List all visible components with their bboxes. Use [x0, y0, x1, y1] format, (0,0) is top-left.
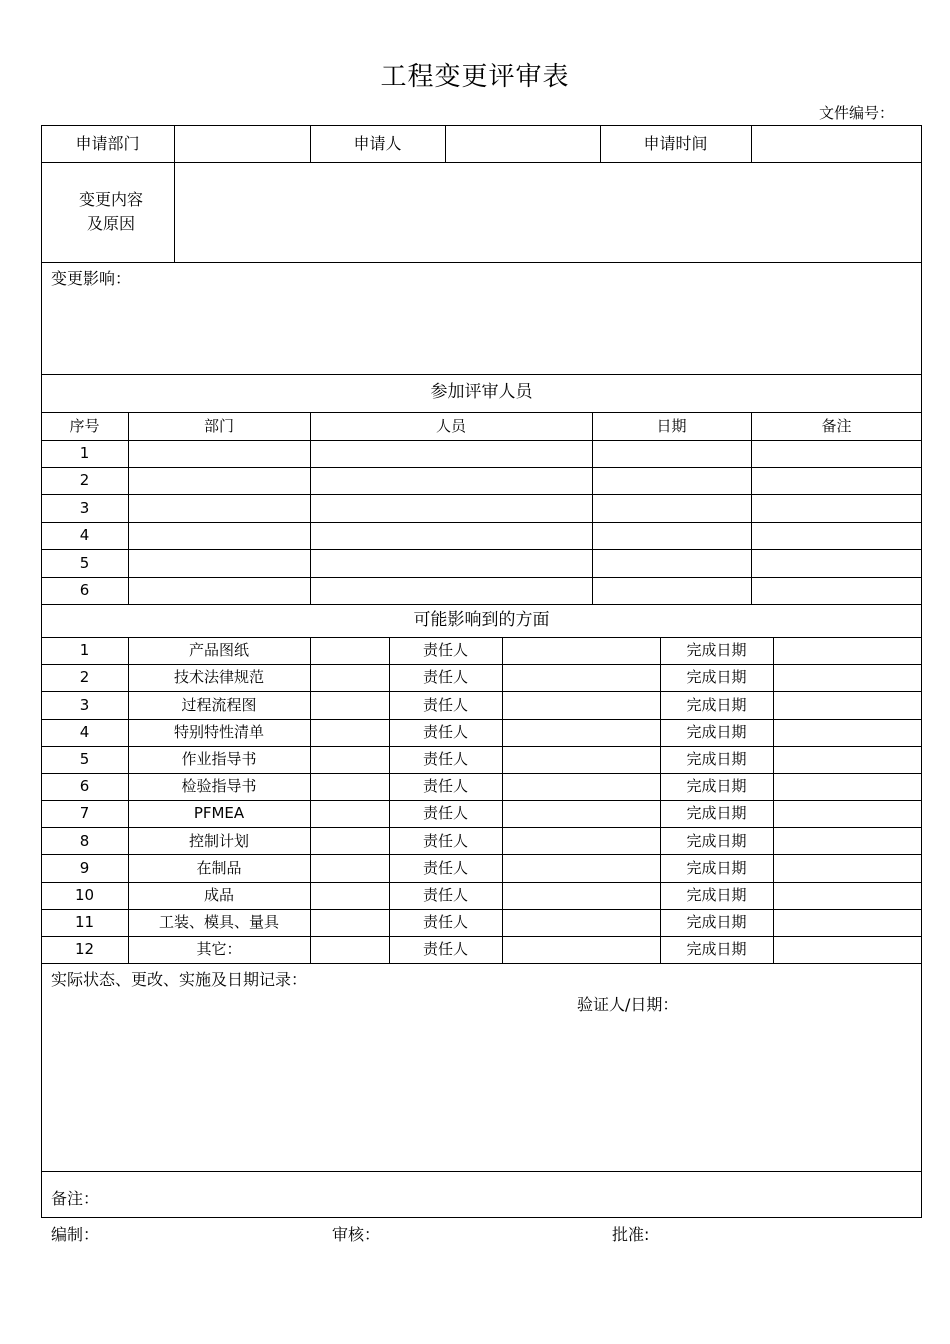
aspect-row-due-field[interactable]: [773, 936, 922, 963]
aspect-row-name: 技术法律规范: [173, 668, 264, 687]
aspect-row-no: 11: [74, 913, 95, 932]
aspect-row-owner-label: 责任人: [422, 668, 468, 687]
aspect-row-owner-label: 责任人: [422, 777, 468, 796]
aspect-row-due-label: 完成日期: [686, 940, 747, 959]
aspect-row-due-field[interactable]: [773, 719, 922, 746]
aspect-row-due-label: 完成日期: [686, 777, 747, 796]
aspect-row-owner-field[interactable]: [502, 664, 660, 691]
aspect-row-no: 7: [79, 804, 90, 823]
aspect-row-owner-field[interactable]: [502, 854, 660, 881]
aspect-row-owner-field[interactable]: [502, 936, 660, 963]
aspect-row-due-label: 完成日期: [686, 695, 747, 714]
reviewer-row-no: 3: [79, 498, 90, 517]
aspect-row-no: 4: [79, 722, 90, 741]
aspect-row-check[interactable]: [310, 691, 389, 718]
aspect-row-owner-label: 责任人: [422, 940, 468, 959]
aspect-row-due-label: 完成日期: [686, 804, 747, 823]
reviewers-col-date: 日期: [656, 416, 687, 435]
application-time-field[interactable]: [751, 125, 922, 162]
reviewers-section-title: 参加评审人员: [430, 382, 533, 403]
aspect-row-owner-label: 责任人: [422, 750, 468, 768]
aspect-row-owner-field[interactable]: [502, 909, 660, 936]
aspect-row-due-field[interactable]: [773, 882, 922, 909]
reviewer-row-no: 5: [79, 553, 90, 572]
remarks-label: 备注：: [51, 1189, 100, 1208]
reviewer-row-no: 6: [79, 581, 90, 600]
form-title: 工程变更评审表: [380, 62, 570, 92]
change-impact-label: 变更影响：: [51, 269, 132, 288]
aspect-row-name: 过程流程图: [181, 695, 257, 714]
aspect-row-no: 12: [74, 940, 95, 959]
aspect-row-due-label: 完成日期: [686, 722, 747, 741]
aspect-row-owner-field[interactable]: [502, 719, 660, 746]
approved-by-label: 批准:: [612, 1225, 650, 1244]
aspect-row-check[interactable]: [310, 827, 389, 854]
reviewed-by-label: 审核：: [332, 1225, 381, 1244]
document-number-label: 文件编号：: [818, 104, 894, 122]
aspect-row-name: 工装、模具、量具: [158, 913, 279, 932]
aspect-row-no: 9: [79, 858, 90, 877]
change-content-field[interactable]: [174, 162, 922, 262]
aspect-row-no: 1: [79, 641, 90, 660]
aspect-row-owner-label: 责任人: [422, 722, 468, 741]
aspect-row-due-label: 完成日期: [686, 668, 747, 687]
applicant-field[interactable]: [445, 125, 600, 162]
aspect-row-name: 作业指导书: [181, 750, 257, 768]
aspect-row-name: 其它：: [196, 940, 242, 959]
aspect-row-due-field[interactable]: [773, 637, 922, 664]
reviewer-row-no: 2: [79, 471, 90, 490]
aspect-row-owner-field[interactable]: [502, 882, 660, 909]
aspect-row-check[interactable]: [310, 936, 389, 963]
aspect-row-check[interactable]: [310, 637, 389, 664]
aspect-row-check[interactable]: [310, 800, 389, 827]
aspect-row-check[interactable]: [310, 746, 389, 773]
aspect-row-due-field[interactable]: [773, 664, 922, 691]
aspects-section-title: 可能影响到的方面: [413, 609, 550, 630]
aspect-row-no: 8: [79, 831, 90, 850]
aspect-row-due-label: 完成日期: [686, 885, 747, 904]
aspect-row-name: 特别特性清单: [173, 722, 264, 741]
reviewers-col-no: 序号: [69, 416, 100, 435]
aspect-row-due-label: 完成日期: [686, 750, 747, 768]
aspect-row-owner-label: 责任人: [422, 695, 468, 714]
applicant-dept-field[interactable]: [174, 125, 310, 162]
record-label: 实际状态、更改、实施及日期记录：: [51, 970, 308, 989]
aspect-row-name: 产品图纸: [188, 641, 249, 660]
aspect-row-check[interactable]: [310, 773, 389, 800]
reviewers-col-person: 人员: [435, 416, 466, 435]
aspect-row-no: 3: [79, 695, 90, 714]
aspect-row-owner-field[interactable]: [502, 637, 660, 664]
applicant-dept-label: 申请部门: [75, 133, 140, 153]
aspect-row-owner-field[interactable]: [502, 691, 660, 718]
aspect-row-owner-field[interactable]: [502, 827, 660, 854]
aspect-row-due-field[interactable]: [773, 827, 922, 854]
aspect-row-check[interactable]: [310, 909, 389, 936]
aspect-row-due-field[interactable]: [773, 773, 922, 800]
aspect-row-due-field[interactable]: [773, 691, 922, 718]
aspect-row-due-field[interactable]: [773, 800, 922, 827]
aspect-row-due-label: 完成日期: [686, 831, 747, 850]
aspect-row-check[interactable]: [310, 882, 389, 909]
aspect-row-owner-label: 责任人: [422, 804, 468, 823]
aspect-row-no: 5: [79, 750, 90, 768]
applicant-label: 申请人: [353, 133, 402, 153]
aspect-row-check[interactable]: [310, 664, 389, 691]
aspect-row-name: 控制计划: [188, 831, 249, 850]
aspect-row-name: PFMEA: [193, 804, 245, 823]
aspect-row-owner-label: 责任人: [422, 641, 468, 660]
aspect-row-name: 在制品: [196, 858, 242, 877]
aspect-row-no: 2: [79, 668, 90, 687]
aspect-row-due-field[interactable]: [773, 909, 922, 936]
prepared-by-label: 编制：: [51, 1225, 100, 1244]
reviewer-row-no: 4: [79, 526, 90, 545]
aspect-row-owner-label: 责任人: [422, 913, 468, 932]
aspect-row-owner-label: 责任人: [422, 858, 468, 877]
aspect-row-owner-field[interactable]: [502, 773, 660, 800]
aspect-row-due-field[interactable]: [773, 854, 922, 881]
aspect-row-check[interactable]: [310, 719, 389, 746]
aspect-row-owner-field[interactable]: [502, 800, 660, 827]
reviewers-col-dept: 部门: [203, 416, 234, 435]
aspect-row-no: 10: [74, 885, 95, 904]
aspect-row-owner-field[interactable]: [502, 746, 660, 773]
verifier-label: 验证人/日期：: [577, 995, 679, 1014]
aspect-row-owner-label: 责任人: [422, 831, 468, 850]
aspect-row-name: 检验指导书: [181, 777, 257, 796]
aspect-row-check[interactable]: [310, 854, 389, 881]
aspect-row-owner-label: 责任人: [422, 885, 468, 904]
aspect-row-no: 6: [79, 777, 90, 796]
application-time-label: 申请时间: [643, 133, 708, 153]
change-content-label: 变更内容 及原因: [78, 190, 143, 233]
change-impact-field[interactable]: [41, 290, 922, 374]
reviewers-col-remark: 备注: [821, 416, 852, 435]
aspect-row-name: 成品: [203, 885, 234, 904]
aspect-row-due-label: 完成日期: [686, 913, 747, 932]
aspect-row-due-field[interactable]: [773, 746, 922, 773]
reviewer-row-no: 1: [79, 444, 90, 463]
aspect-row-due-label: 完成日期: [686, 858, 747, 877]
aspect-row-due-label: 完成日期: [686, 641, 747, 660]
